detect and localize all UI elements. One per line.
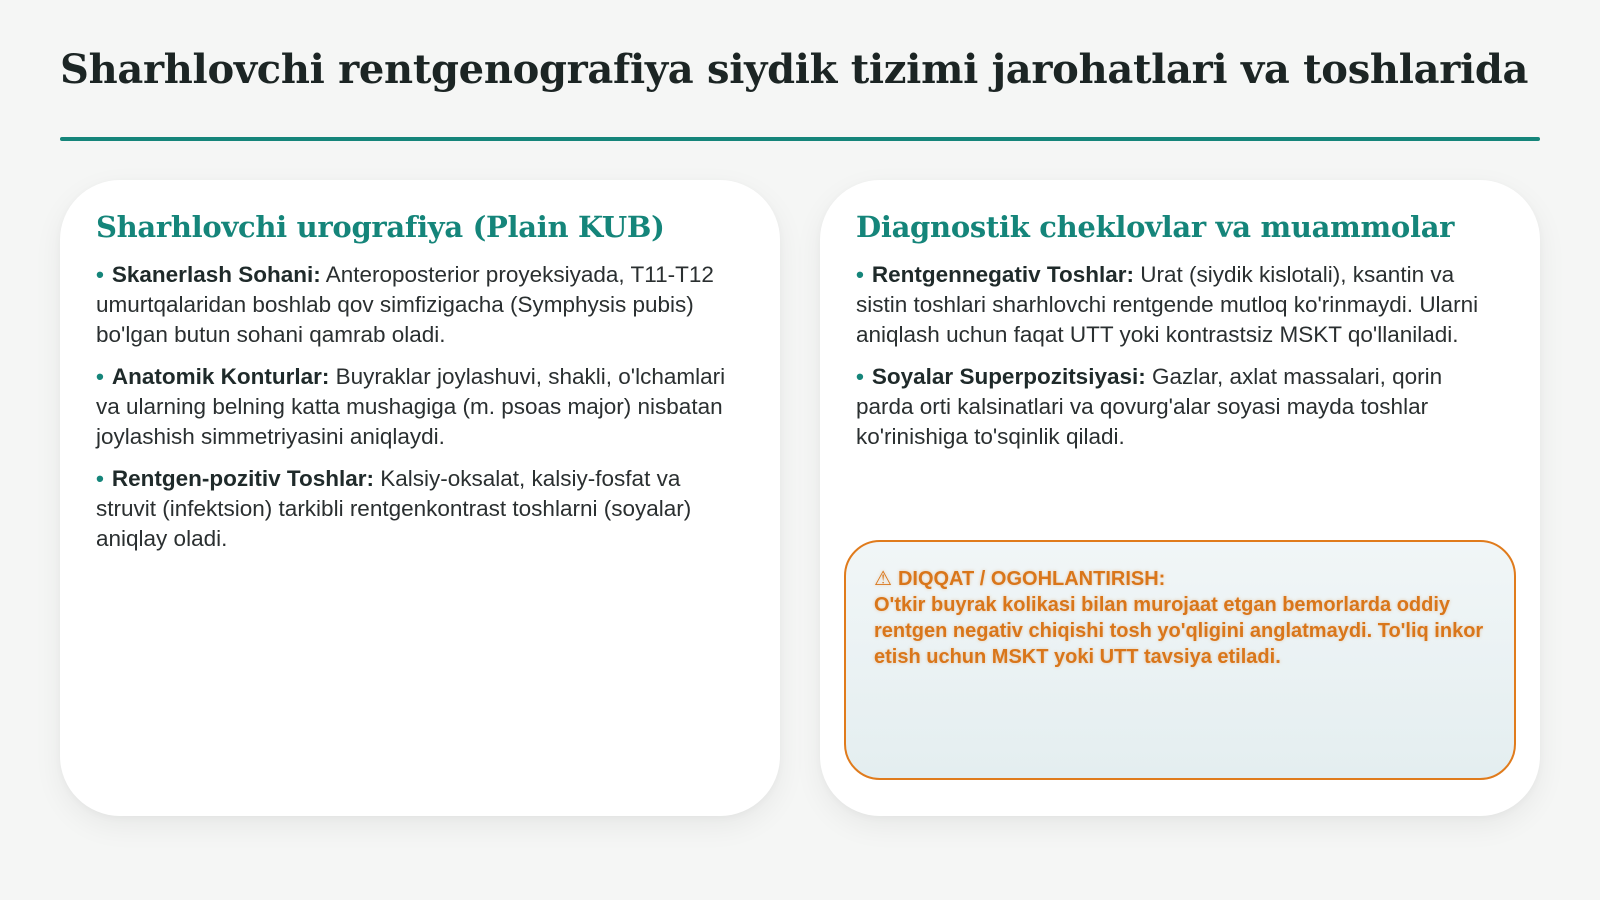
bullet-icon: • (856, 262, 864, 287)
bullet-icon: • (856, 364, 864, 389)
title-divider (60, 137, 1540, 141)
warning-title: DIQQAT / OGOHLANTIRISH: (897, 568, 1166, 590)
bullet-icon: • (96, 364, 104, 389)
left-card-heading: Sharhlovchi urografiya (Plain KUB) (96, 210, 665, 244)
bullet-label: Rentgennegativ Toshlar: (871, 262, 1135, 287)
left-bullet-list (96, 260, 744, 554)
warning-icon: ⚠ (874, 568, 892, 590)
bullet-label: Rentgen-pozitiv Toshlar: (111, 466, 374, 491)
list-item (856, 362, 1504, 452)
bullet-text: Gazlar, axlat massalari, qorin parda orti kalsinatlari va qovurg'alar soyasi mayda toshlar ko'rinishiga to'sqinlik qiladi. (856, 364, 1443, 449)
bullet-label: Skanerlash Sohani: (111, 262, 321, 287)
bullet-icon: • (96, 466, 104, 491)
bullet-icon: • (96, 262, 104, 287)
bullet-text: Buyraklar joylashuvi, shakli, o'lchamlari va ularning belning katta mushagiga (m. psoas major) nisbatan joylashish simmetriyasini aniqlaydi. (96, 364, 726, 449)
right-card (820, 180, 1540, 816)
bullet-label: Soyalar Superpozitsiyasi: (871, 364, 1146, 389)
right-card-heading: Diagnostik cheklovlar va muammolar (856, 210, 1455, 244)
right-bullet-list (856, 260, 1504, 452)
bullet-text: Anteroposterior proyeksiyada, T11-T12 umurtqalaridan boshlab qov simfizigacha (Symphysis pubis) bo'lgan butun sohani qamrab oladi. (96, 262, 714, 347)
warning-title-line (874, 566, 1486, 592)
slide-title: Sharhlovchi rentgenografiya siydik tizimi jarohatlari va toshlarida (60, 46, 1529, 93)
list-item (856, 260, 1504, 350)
bullet-text: Kalsiy-oksalat, kalsiy-fosfat va struvit (infektsion) tarkibli rentgenkontrast toshlarni (soyalar) aniqlay oladi. (96, 466, 692, 551)
warning-text: O'tkir buyrak kolikasi bilan murojaat etgan bemorlarda oddiy rentgen negativ chiqishi tosh yo'qligini anglatmaydi. To'liq inkor etish uchun MSKT yoki UTT tavsiya etiladi. (874, 594, 1484, 668)
bullet-label: Anatomik Konturlar: (111, 364, 330, 389)
list-item (96, 362, 744, 452)
list-item (96, 464, 744, 554)
bullet-text: Urat (siydik kislotali), ksantin va sistin toshlari sharhlovchi rentgende mutloq ko'rinmaydi. Ularni aniqlash uchun faqat UTT yoki kontrastsiz MSKT qo'llaniladi. (856, 262, 1479, 347)
list-item (96, 260, 744, 350)
warning-callout (844, 540, 1516, 780)
left-card (60, 180, 780, 816)
